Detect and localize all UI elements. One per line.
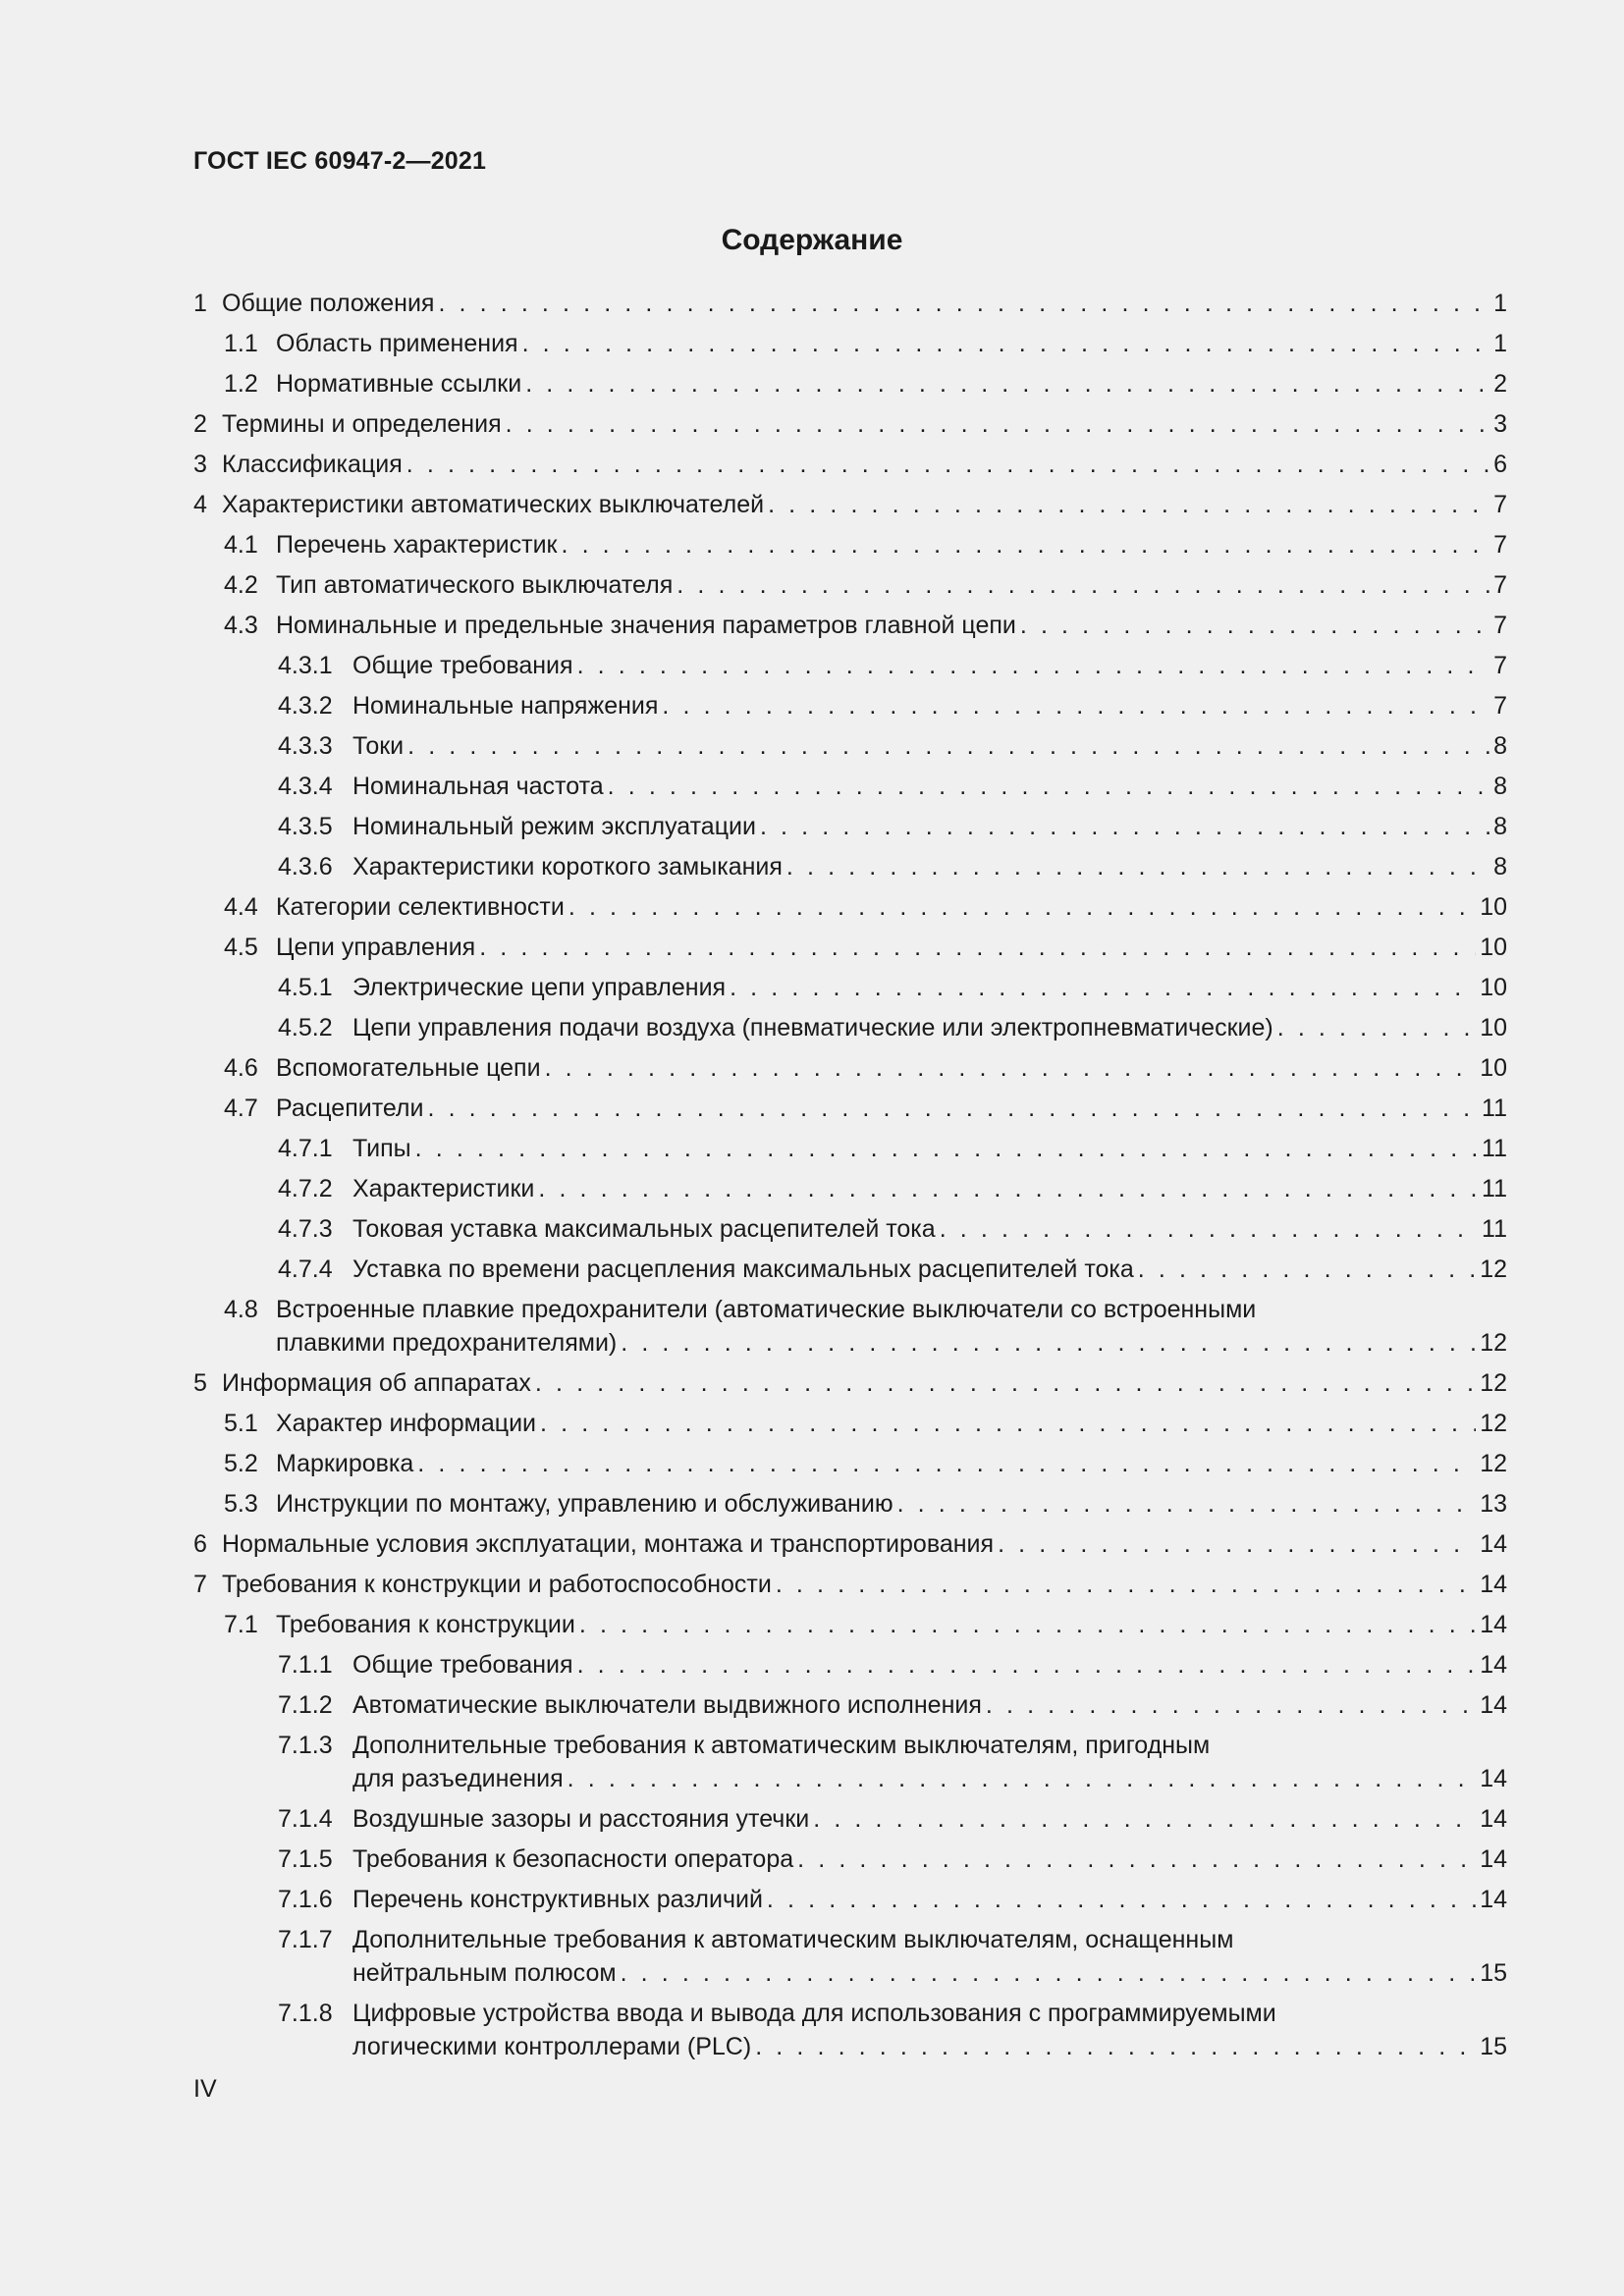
- toc-entry[interactable]: [193, 1293, 1507, 1366]
- toc-entry-title: Токовая уставка максимальных расцепителей тока: [352, 1215, 936, 1243]
- toc-entry-title: Вспомогательные цепи: [276, 1054, 541, 1082]
- dot-leader: [406, 448, 1489, 481]
- toc-entry[interactable]: [193, 729, 1507, 770]
- toc-entry-title: Нормальные условия эксплуатации, монтажа и транспортирования: [222, 1530, 995, 1558]
- dot-leader: [538, 1172, 1478, 1205]
- toc-entry-number: 4.3.2: [278, 692, 333, 720]
- page-number: IV: [193, 2075, 217, 2103]
- toc-entry-title: Тип автоматического выключателя: [276, 571, 674, 599]
- dot-leader: [562, 528, 1490, 561]
- toc-entry-number: 1.1: [224, 330, 258, 357]
- toc-entry-number: 7.1.3: [278, 1732, 333, 1759]
- toc-entry[interactable]: [193, 971, 1507, 1011]
- dot-leader: [568, 1762, 1477, 1795]
- toc-entry-page: 14: [1480, 1765, 1507, 1792]
- toc-entry-title: Токи: [352, 732, 405, 760]
- toc-entry-title: Дополнительные требования к автоматическим выключателям, оснащенным: [352, 1926, 1234, 1953]
- toc-entry-title: Электрические цепи управления: [352, 974, 727, 1001]
- dot-leader: [776, 1568, 1476, 1601]
- document-header: ГОСТ IEC 60947-2—2021: [193, 147, 487, 175]
- toc-entry-page: 14: [1480, 1845, 1507, 1873]
- dot-leader: [1138, 1253, 1476, 1286]
- toc-entry-title: Классификация: [222, 451, 403, 478]
- toc-entry-title: Встроенные плавкие предохранители (автоматические выключатели со встроенными: [276, 1296, 1257, 1323]
- toc-entry-number: 4.2: [224, 571, 258, 599]
- toc-entry-number: 4.3.4: [278, 773, 333, 800]
- toc-entry-number: 7.1.5: [278, 1845, 333, 1873]
- toc-entry[interactable]: [193, 609, 1507, 649]
- toc-entry-page: 12: [1480, 1329, 1507, 1357]
- toc-entry[interactable]: [193, 1729, 1507, 1802]
- dot-leader: [479, 931, 1476, 964]
- dot-leader: [579, 1608, 1476, 1641]
- toc-entry[interactable]: [193, 689, 1507, 729]
- dot-leader: [621, 1956, 1477, 1990]
- toc-entry-title-continuation: для разъединения: [352, 1765, 564, 1792]
- toc-entry-number: 4.7.1: [278, 1135, 333, 1162]
- toc-entry-number: 4.1: [224, 531, 258, 559]
- toc-entry[interactable]: [193, 1366, 1507, 1407]
- toc-entry-page: 12: [1480, 1450, 1507, 1477]
- dot-leader: [540, 1407, 1476, 1440]
- dot-leader: [428, 1092, 1479, 1125]
- toc-entry-page: 13: [1480, 1490, 1507, 1518]
- toc-entry[interactable]: [193, 1447, 1507, 1487]
- toc-entry[interactable]: [193, 568, 1507, 609]
- toc-entry-number: 5.1: [224, 1410, 258, 1437]
- toc-entry-number: 4: [193, 491, 207, 518]
- dot-leader: [525, 367, 1489, 400]
- dot-leader: [797, 1842, 1476, 1876]
- toc-entry-page: 14: [1480, 1886, 1507, 1913]
- page-title: Содержание: [721, 224, 903, 256]
- toc-entry[interactable]: [193, 367, 1507, 407]
- toc-entry[interactable]: [193, 287, 1507, 327]
- toc-entry-page: 3: [1493, 410, 1507, 438]
- toc-entry-number: 7: [193, 1571, 207, 1598]
- toc-entry[interactable]: [193, 327, 1507, 367]
- toc-entry[interactable]: [193, 407, 1507, 448]
- toc-entry-page: 7: [1493, 612, 1507, 639]
- toc-entry-title: Характеристики короткого замыкания: [352, 853, 783, 881]
- toc-entry-page: 1: [1493, 330, 1507, 357]
- toc-entry-page: 1: [1493, 290, 1507, 317]
- toc-entry-page: 8: [1493, 732, 1507, 760]
- dot-leader: [577, 1648, 1477, 1682]
- toc-entry[interactable]: [193, 1842, 1507, 1883]
- toc-entry-title: Общие требования: [352, 652, 573, 679]
- toc-entry[interactable]: [193, 1997, 1507, 2070]
- toc-entry-title-continuation: нейтральным полюсом: [352, 1959, 617, 1987]
- toc-entry-page: 11: [1482, 1215, 1507, 1243]
- toc-entry[interactable]: [193, 1407, 1507, 1447]
- toc-entry-title: Информация об аппаратах: [222, 1369, 531, 1397]
- toc-entry-page: 10: [1480, 893, 1507, 921]
- dot-leader: [897, 1487, 1477, 1521]
- toc-entry-number: 4.8: [224, 1296, 258, 1323]
- toc-entry[interactable]: [193, 1568, 1507, 1608]
- toc-entry[interactable]: [193, 1883, 1507, 1923]
- dot-leader: [1277, 1011, 1476, 1044]
- toc-entry-title: Термины и определения: [222, 410, 502, 438]
- toc-entry-title: Требования к конструкции: [276, 1611, 575, 1638]
- dot-leader: [760, 810, 1489, 843]
- toc-entry-page: 7: [1493, 692, 1507, 720]
- dot-leader: [998, 1527, 1476, 1561]
- toc-entry-title: Требования к конструкции и работоспособности: [222, 1571, 772, 1598]
- toc-entry-title: Номинальный режим эксплуатации: [352, 813, 756, 840]
- dot-leader: [506, 407, 1489, 441]
- toc-entry-number: 4.5.1: [278, 974, 333, 1001]
- toc-entry-number: 4.7.4: [278, 1255, 333, 1283]
- toc-entry-number: 3: [193, 451, 207, 478]
- toc-entry-page: 14: [1480, 1530, 1507, 1558]
- toc-entry[interactable]: [193, 1527, 1507, 1568]
- dot-leader: [677, 568, 1489, 602]
- dot-leader: [1020, 609, 1489, 642]
- toc-entry-title: Общие положения: [222, 290, 435, 317]
- toc-entry-number: 7.1.1: [278, 1651, 333, 1679]
- toc-entry-page: 7: [1493, 531, 1507, 559]
- toc-entry-page: 6: [1493, 451, 1507, 478]
- toc-entry-number: 4.3: [224, 612, 258, 639]
- dot-leader: [407, 729, 1489, 763]
- toc-entry-title: Характеристики: [352, 1175, 535, 1202]
- toc-entry-number: 2: [193, 410, 207, 438]
- toc-entry-number: 1: [193, 290, 207, 317]
- toc-entry-page: 14: [1480, 1611, 1507, 1638]
- toc-entry-title-continuation: плавкими предохранителями): [276, 1329, 618, 1357]
- toc-entry[interactable]: [193, 810, 1507, 850]
- toc-entry-page: 12: [1480, 1410, 1507, 1437]
- toc-entry-number: 7.1: [224, 1611, 258, 1638]
- toc-entry-page: 7: [1493, 652, 1507, 679]
- toc-entry-page: 7: [1493, 571, 1507, 599]
- toc-entry-title: Воздушные зазоры и расстояния утечки: [352, 1805, 810, 1833]
- dot-leader: [621, 1326, 1476, 1360]
- dot-leader: [730, 971, 1476, 1004]
- toc-entry-number: 4.7: [224, 1095, 258, 1122]
- toc-entry-title: Номинальная частота: [352, 773, 604, 800]
- toc-entry-number: 4.3.5: [278, 813, 333, 840]
- dot-leader: [608, 770, 1489, 803]
- toc-entry-title: Цепи управления: [276, 934, 476, 961]
- toc-entry[interactable]: [193, 1092, 1507, 1132]
- toc-entry-title: Нормативные ссылки: [276, 370, 522, 398]
- toc-entry-page: 11: [1482, 1175, 1507, 1202]
- toc-entry-title: Автоматические выключатели выдвижного исполнения: [352, 1691, 982, 1719]
- toc-entry[interactable]: [193, 1923, 1507, 1997]
- toc-entry[interactable]: [193, 1487, 1507, 1527]
- table-of-contents: [193, 287, 1507, 2070]
- toc-entry-title: Номинальные и предельные значения параметров главной цепи: [276, 612, 1016, 639]
- dot-leader: [568, 890, 1476, 924]
- dot-leader: [577, 649, 1490, 682]
- toc-entry-page: 14: [1480, 1571, 1507, 1598]
- toc-entry-title: Перечень характеристик: [276, 531, 558, 559]
- toc-entry[interactable]: [193, 890, 1507, 931]
- toc-entry-page: 10: [1480, 1014, 1507, 1041]
- toc-entry-number: 4.3.1: [278, 652, 333, 679]
- toc-entry[interactable]: [193, 1688, 1507, 1729]
- toc-entry[interactable]: [193, 649, 1507, 689]
- toc-entry-number: 4.3.6: [278, 853, 333, 881]
- toc-entry-title: Типы: [352, 1135, 411, 1162]
- dot-leader: [813, 1802, 1476, 1836]
- toc-entry-number: 7.1.6: [278, 1886, 333, 1913]
- toc-entry-title: Общие требования: [352, 1651, 573, 1679]
- toc-entry-page: 14: [1480, 1805, 1507, 1833]
- toc-entry-number: 4.4: [224, 893, 258, 921]
- toc-entry-page: 8: [1493, 853, 1507, 881]
- dot-leader: [768, 488, 1489, 521]
- toc-entry[interactable]: [193, 1212, 1507, 1253]
- dot-leader: [545, 1051, 1477, 1085]
- toc-entry-title: Инструкции по монтажу, управлению и обслуживанию: [276, 1490, 893, 1518]
- toc-entry-number: 5.3: [224, 1490, 258, 1518]
- toc-entry-page: 15: [1480, 1959, 1507, 1987]
- toc-entry-title: Номинальные напряжения: [352, 692, 659, 720]
- toc-entry-title: Цифровые устройства ввода и вывода для использования с программируемыми: [352, 2000, 1276, 2027]
- toc-entry-page: 10: [1480, 974, 1507, 1001]
- toc-entry[interactable]: [193, 1802, 1507, 1842]
- toc-entry-page: 8: [1493, 813, 1507, 840]
- toc-entry-page: 10: [1480, 934, 1507, 961]
- toc-entry-page: 11: [1482, 1135, 1507, 1162]
- toc-entry-number: 6: [193, 1530, 207, 1558]
- toc-entry[interactable]: [193, 931, 1507, 971]
- toc-entry-title: Цепи управления подачи воздуха (пневматические или электропневматические): [352, 1014, 1273, 1041]
- toc-entry-number: 7.1.2: [278, 1691, 333, 1719]
- toc-entry-page: 15: [1480, 2033, 1507, 2060]
- toc-entry-title: Категории селективности: [276, 893, 565, 921]
- toc-entry-page: 14: [1480, 1651, 1507, 1679]
- toc-entry-number: 4.5.2: [278, 1014, 333, 1041]
- dot-leader: [438, 287, 1489, 320]
- toc-entry-number: 7.1.7: [278, 1926, 333, 1953]
- toc-entry-number: 5: [193, 1369, 207, 1397]
- toc-entry[interactable]: [193, 1172, 1507, 1212]
- toc-entry-number: 4.3.3: [278, 732, 333, 760]
- toc-entry[interactable]: [193, 1051, 1507, 1092]
- dot-leader: [786, 850, 1489, 883]
- toc-entry-number: 4.7.2: [278, 1175, 333, 1202]
- toc-entry[interactable]: [193, 1132, 1507, 1172]
- toc-entry-title: Маркировка: [276, 1450, 414, 1477]
- toc-entry[interactable]: [193, 850, 1507, 890]
- dot-leader: [415, 1132, 1478, 1165]
- toc-entry-page: 11: [1482, 1095, 1507, 1122]
- toc-entry-title: Дополнительные требования к автоматическим выключателям, пригодным: [352, 1732, 1211, 1759]
- toc-entry[interactable]: [193, 1648, 1507, 1688]
- toc-entry[interactable]: [193, 1011, 1507, 1051]
- toc-entry-page: 14: [1480, 1691, 1507, 1719]
- toc-entry-page: 10: [1480, 1054, 1507, 1082]
- dot-leader: [755, 2030, 1476, 2063]
- dot-leader: [522, 327, 1490, 360]
- toc-entry-title: Перечень конструктивных различий: [352, 1886, 763, 1913]
- toc-entry-title-continuation: логическими контроллерами (PLC): [352, 2033, 752, 2060]
- toc-entry-title: Характеристики автоматических выключателей: [222, 491, 765, 518]
- toc-entry-number: 1.2: [224, 370, 258, 398]
- toc-entry-page: 12: [1480, 1369, 1507, 1397]
- toc-entry-number: 5.2: [224, 1450, 258, 1477]
- toc-entry-title: Требования к безопасности оператора: [352, 1845, 794, 1873]
- dot-leader: [986, 1688, 1476, 1722]
- toc-entry-number: 4.5: [224, 934, 258, 961]
- toc-entry[interactable]: [193, 488, 1507, 528]
- dot-leader: [662, 689, 1489, 722]
- toc-entry[interactable]: [193, 770, 1507, 810]
- toc-entry-page: 8: [1493, 773, 1507, 800]
- dot-leader: [417, 1447, 1476, 1480]
- toc-entry-page: 2: [1493, 370, 1507, 398]
- toc-entry-number: 4.7.3: [278, 1215, 333, 1243]
- toc-entry[interactable]: [193, 1253, 1507, 1293]
- toc-entry-number: 7.1.8: [278, 2000, 333, 2027]
- toc-entry-title: Уставка по времени расцепления максимальных расцепителей тока: [352, 1255, 1134, 1283]
- toc-entry-title: Расцепители: [276, 1095, 424, 1122]
- toc-entry-page: 7: [1493, 491, 1507, 518]
- toc-entry-page: 12: [1480, 1255, 1507, 1283]
- toc-entry[interactable]: [193, 528, 1507, 568]
- dot-leader: [940, 1212, 1478, 1246]
- toc-entry-title: Область применения: [276, 330, 518, 357]
- toc-entry[interactable]: [193, 1608, 1507, 1648]
- toc-entry-title: Характер информации: [276, 1410, 537, 1437]
- toc-entry-number: 4.6: [224, 1054, 258, 1082]
- toc-entry[interactable]: [193, 448, 1507, 488]
- dot-leader: [535, 1366, 1476, 1400]
- toc-entry-number: 7.1.4: [278, 1805, 333, 1833]
- dot-leader: [767, 1883, 1476, 1916]
